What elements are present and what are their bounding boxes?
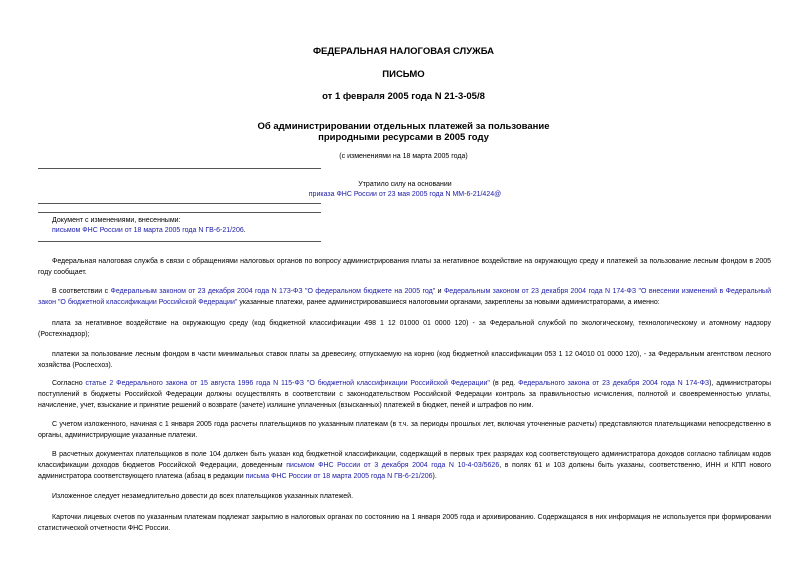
- paragraph-intro: Федеральная налоговая служба в связи с обращениями налоговых органов по вопросу администрирования платы за негативное воздействие на окружающую среду и платежей за пользование лесным фондом в 2005 году сообщает.: [38, 258, 771, 276]
- paragraph-text: Согласно: [52, 380, 86, 387]
- paragraph-account-cards: Карточки лицевых счетов по указанным платежам подлежат закрытию в налоговых органах по состоянию на 1 января 2005 года и архивированию. Содержащаяся в них информация не используется при формировании статистической отчетности ФНС России.: [38, 514, 771, 532]
- paragraph-text: В соответствии с: [52, 288, 111, 295]
- divider: [38, 212, 321, 213]
- paragraph-text: (в ред.: [489, 380, 519, 387]
- paragraph-text: ), администраторы поступлений в бюджеты Российской Федерации должны осуществлять в соответствии с законодательством Российской Федерации контроль за правильностью исчисления, полнотой и своевременностью уплаты, начисление, учет, взыскание и принятие решений о возврате (зачете) излишне уплаченных (взысканных) платежей в бюджет, пеней и штрафов по ним.: [38, 380, 772, 409]
- paragraph-administrators: [38, 378, 771, 411]
- federal-law-174-link[interactable]: Федеральным законом от 23 декабря 2004 года N 174-ФЗ "О внесении изменений в Федеральный закон "О бюджетной классификации Российской Федерации": [38, 288, 771, 306]
- divider: [38, 168, 321, 169]
- paragraph-environment-fee: плата за негативное воздействие на окружающую среду (код бюджетной классификации 498 1 12 01000 01 0000 120) - за Федеральной службой по экологическому, технологическому и атомному надзору (Ростехнадзор);: [38, 320, 771, 338]
- changes-letter-link[interactable]: письмом ФНС России от 18 марта 2005 года N ГВ-6-21/206: [52, 227, 244, 234]
- changes-note-tail: .: [243, 227, 246, 234]
- paragraph-text: указанные платежи, ранее администрировавшиеся налоговыми органами, закреплены за новыми администраторами, а именно:: [237, 299, 660, 306]
- paragraph-forest-fee: платежи за пользование лесным фондом в части минимальных ставок платы за древесину, отпускаемую на корню (код бюджетной классификации 053 1 12 04010 01 0000 120), - за Федеральным агентством лесного хозяйства (Рослесхоз).: [38, 351, 771, 369]
- amendment-note: (с изменениями на 18 марта 2005 года): [339, 153, 468, 160]
- fns-letter-gv-6-21-link[interactable]: письма ФНС России от 18 марта 2005 года N ГВ-6-21/206: [245, 473, 433, 480]
- changes-note-text: Документ с изменениями, внесенными:: [52, 217, 181, 224]
- paragraph-laws: [38, 286, 771, 308]
- paragraph-text: В расчетных документах плательщиков в поле 104 должен быть указан код бюджетной классификации, содержащий в первых трех разрядах код соответствующего администратора доходов согласно таблицам кодов классификации доходов бюджетов Российской Федерации, доведенным: [38, 451, 771, 469]
- expiry-order-link[interactable]: приказа ФНС России от 23 мая 2005 года N ММ-6-21/424@: [308, 191, 502, 198]
- federal-law-173-link[interactable]: Федеральным законом от 23 декабря 2004 года N 173-ФЗ "О федеральном бюджете на 2005 год": [110, 288, 436, 295]
- expiry-note: [280, 180, 530, 200]
- divider: [38, 241, 321, 242]
- document-title-line-2: природными ресурсами в 2005 году: [318, 132, 489, 143]
- document-title-line-1: Об администрировании отдельных платежей за пользование: [257, 121, 550, 132]
- paragraph-text: и: [435, 288, 444, 295]
- paragraph-payment-documents: [38, 449, 771, 482]
- divider: [38, 203, 321, 204]
- federal-law-174-link[interactable]: Федерального закона от 23 декабря 2004 года N 174-ФЗ: [518, 380, 710, 387]
- budget-classification-law-link[interactable]: статье 2 Федерального закона от 15 августа 1996 года N 115-ФЗ "О бюджетной классификации Российской Федерации": [85, 380, 490, 387]
- paragraph-text: ).: [432, 473, 437, 480]
- expiry-note-text: Утратило силу на основании: [358, 181, 452, 188]
- document-date-number: от 1 февраля 2005 года N 21-3-05/8: [322, 91, 485, 102]
- document-type: ПИСЬМО: [382, 69, 425, 80]
- changes-note: [52, 216, 332, 236]
- agency-name: ФЕДЕРАЛЬНАЯ НАЛОГОВАЯ СЛУЖБА: [312, 46, 495, 57]
- paragraph-calculations: С учетом изложенного, начиная с 1 января 2005 года расчеты плательщиков по указанным платежам (в т.ч. за периоды прошлых лет, включая уточненные расчеты) представляются плательщиками непосредственно в органы, администрирующие указанные платежи.: [38, 421, 771, 439]
- fns-letter-10-4-03-link[interactable]: письмом ФНС России от 3 декабря 2004 года N 10-4-03/5626: [286, 462, 500, 469]
- paragraph-inform-payers: Изложенное следует незамедлительно довести до всех плательщиков указанных платежей.: [52, 493, 354, 500]
- paragraph-text: , в полях 61 и 103 должны быть указаны, соответственно, ИНН и КПП нового администратора соответствующего платежа (абзац в редакции: [38, 462, 771, 480]
